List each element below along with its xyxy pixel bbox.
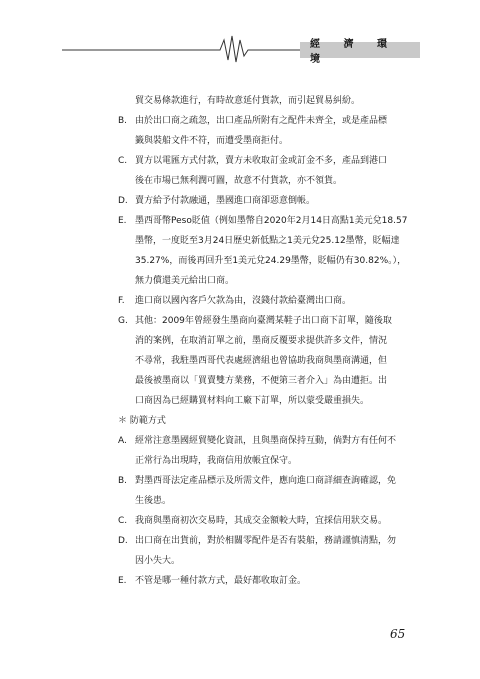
cause-item-line: 進口商以國內客戶欠款為由，沒錢付款給臺灣出口商。: [135, 296, 352, 306]
prevention-item-marker: E.: [118, 576, 127, 586]
prevention-item: [118, 431, 408, 471]
page-header: [0, 0, 480, 70]
page-number: 65: [390, 627, 406, 641]
cause-item: [118, 211, 408, 291]
prevention-item-line: 生後患。: [135, 496, 172, 506]
prevention-item-marker: C.: [118, 516, 128, 526]
cause-item-line: 墨西哥幣Peso貶值（例如墨幣自2020年2月14日高點1美元兌18.57: [135, 216, 408, 226]
intro-item: [118, 91, 408, 111]
cause-item-line: 買方以電匯方式付款，賣方未收取訂金或訂金不多，產品到港口: [135, 156, 388, 166]
prevention-item-marker: A.: [118, 436, 127, 446]
header-title: 經 濟 環 境: [310, 39, 397, 65]
cause-item-line: 35.27%，而後再回升至1美元兌24.29墨幣，貶幅仍有30.82%。），: [135, 256, 407, 266]
prevention-item-line: 我商與墨商初次交易時，其成交金額較大時，宜採信用狀交易。: [135, 516, 388, 526]
prevention-item-line: 對墨西哥法定產品標示及所需文件，應向進口商詳細查詢確認，免: [135, 476, 397, 486]
cause-item-line: 墨幣，一度貶至3月24日歷史新低點之1美元兌25.12墨幣，貶幅達: [135, 236, 400, 246]
cause-item-line: 不尋常，我駐墨西哥代表處經濟組也曾協助我商與墨商溝通，但: [135, 356, 388, 366]
cause-item-line: 由於出口商之疏忽，出口產品所附有之配件未齊全，或是產品標: [135, 116, 388, 126]
prevention-heading: ＊ 防範方式: [118, 416, 166, 426]
cause-item-marker: B.: [118, 116, 128, 126]
prevention-item-line: 出口商在出貨前，對於相關零配件是否有裝船，務請謹慎清點，勿: [135, 536, 397, 546]
cause-item-marker: C.: [118, 156, 128, 166]
prevention-item-marker: B.: [118, 476, 128, 486]
prevention-item-line: 正常行為出現時，我商信用放帳宜保守。: [135, 456, 298, 466]
cause-item-line: 口商因為已經購買材料向工廠下訂單，所以蒙受嚴重損失。: [135, 396, 370, 406]
intro-line: 貿交易條款進行，有時故意延付貨款，而引起貿易糾紛。: [135, 96, 361, 106]
prevention-item: [118, 571, 408, 591]
cause-item-line: 賣方給予付款融通，墨國進口商卻惡意倒帳。: [135, 196, 316, 206]
cause-item: [118, 191, 408, 211]
cause-item-line: 後在市場已無利潤可圖，故意不付貨款，亦不領貨。: [135, 176, 343, 186]
prevention-list: [118, 431, 408, 591]
header-title-box: [300, 39, 420, 65]
cause-item-marker: G.: [118, 316, 128, 326]
cause-item: [118, 151, 408, 191]
cause-item: [118, 311, 408, 411]
cause-item-marker: D.: [118, 196, 128, 206]
cause-list: [118, 111, 408, 411]
prevention-item-line: 經常注意墨國經貿變化資訊，且與墨商保持互動，倘對方有任何不: [135, 436, 397, 446]
prevention-item-marker: D.: [118, 536, 128, 546]
cause-item-line: 無力償還美元給出口商。: [135, 276, 235, 286]
prevention-item: [118, 471, 408, 511]
cause-item-line: 最後被墨商以「買賣雙方業務，不便第三者介入」為由遭拒。出: [135, 376, 388, 386]
cause-item: [118, 111, 408, 151]
cause-item-line: 籤與裝船文件不符，而遭受墨商拒付。: [135, 136, 289, 146]
prevention-item-line: 不管是哪一種付款方式，最好都收取訂金。: [135, 576, 307, 586]
cause-item-marker: F.: [118, 296, 125, 306]
prevention-item: [118, 531, 408, 571]
prevention-item: [118, 511, 408, 531]
cause-item-line: 其他：2009年曾經發生墨商向臺灣某鞋子出口商下訂單，隨後取: [135, 316, 392, 326]
cause-item: [118, 291, 408, 311]
cause-item-marker: E.: [118, 216, 127, 226]
prevention-item-line: 因小失大。: [135, 556, 181, 566]
cause-item-line: 消的案例，在取消訂單之前，墨商反覆要求提供許多文件，情況: [135, 336, 388, 346]
page-body: [118, 91, 408, 591]
